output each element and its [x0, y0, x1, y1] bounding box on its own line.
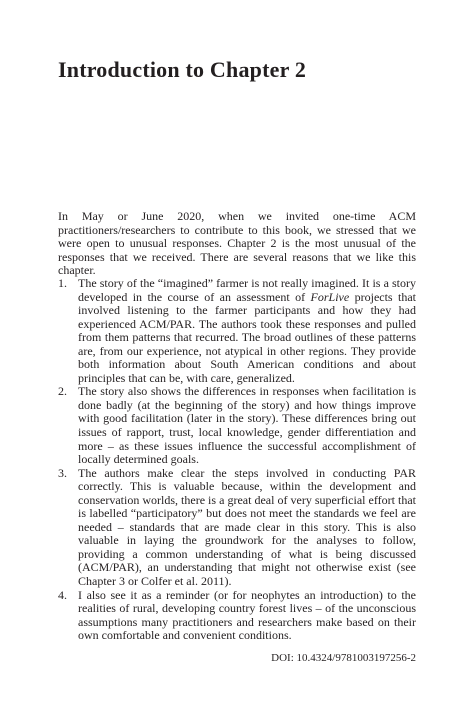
list-item [58, 589, 416, 643]
list-item [58, 467, 416, 589]
list-item-number: 4. [58, 587, 67, 602]
reasons-list [58, 277, 416, 643]
list-item-text: The story of the “imagined” farmer is not really imagined. It is a story developed in the course of an assessment of ForLive projects that involved listening to the farmer participants and how they had experienced ACM/PAR. The authors took these responses and pulled from them patterns that recurred. The broad outlines of these patterns are, from our experience, not atypical in other regions. They provide both information about South American conditions and about principles that can be, with care, generalized. [78, 276, 416, 385]
doi-footer: DOI: 10.4324/9781003197256-2 [271, 652, 416, 664]
list-item-text: The story also shows the differences in responses when facilitation is done badly (at the beginning of the story) and how things improve with good facilitation (later in the story). These differences bring out issues of rapport, trust, local knowledge, gender differentiation and more – as these issues influence the successful accomplishment of locally determined goals. [78, 384, 416, 467]
list-item-text: I also see it as a reminder (or for neophytes an introduction) to the realities of rural, developing country forest lives – of the unconscious assumptions many practitioners and researchers make based on their own comfortable and convenient conditions. [78, 587, 416, 643]
intro-paragraph: In May or June 2020, when we invited one-time ACM practitioners/researchers to contribute to this book, we stressed that we were open to unusual responses. Chapter 2 is the most unusual of the responses that we received. There are several reasons that we like this chapter. [58, 209, 416, 278]
list-item-text: The authors make clear the steps involved in conducting PAR correctly. This is valuable because, within the development and conservation worlds, there is a great deal of very superficial effort that is labelled “participatory” but does not meet the standards we feel are needed – standards that are made clear in this story. This is also valuable in laying the groundwork for the analyses to follow, providing a common understanding of what is being discussed (ACM/PAR), an understanding that might not otherwise exist (see Chapter 3 or Colfer et al. 2011). [78, 465, 416, 589]
list-item-number: 1. [58, 276, 67, 290]
page-title: Introduction to Chapter 2 [58, 57, 307, 82]
list-item-number: 2. [58, 384, 67, 399]
project-name: ForLive [310, 289, 350, 304]
list-item [58, 277, 416, 385]
list-item-number: 3. [58, 465, 67, 480]
list-item [58, 385, 416, 466]
